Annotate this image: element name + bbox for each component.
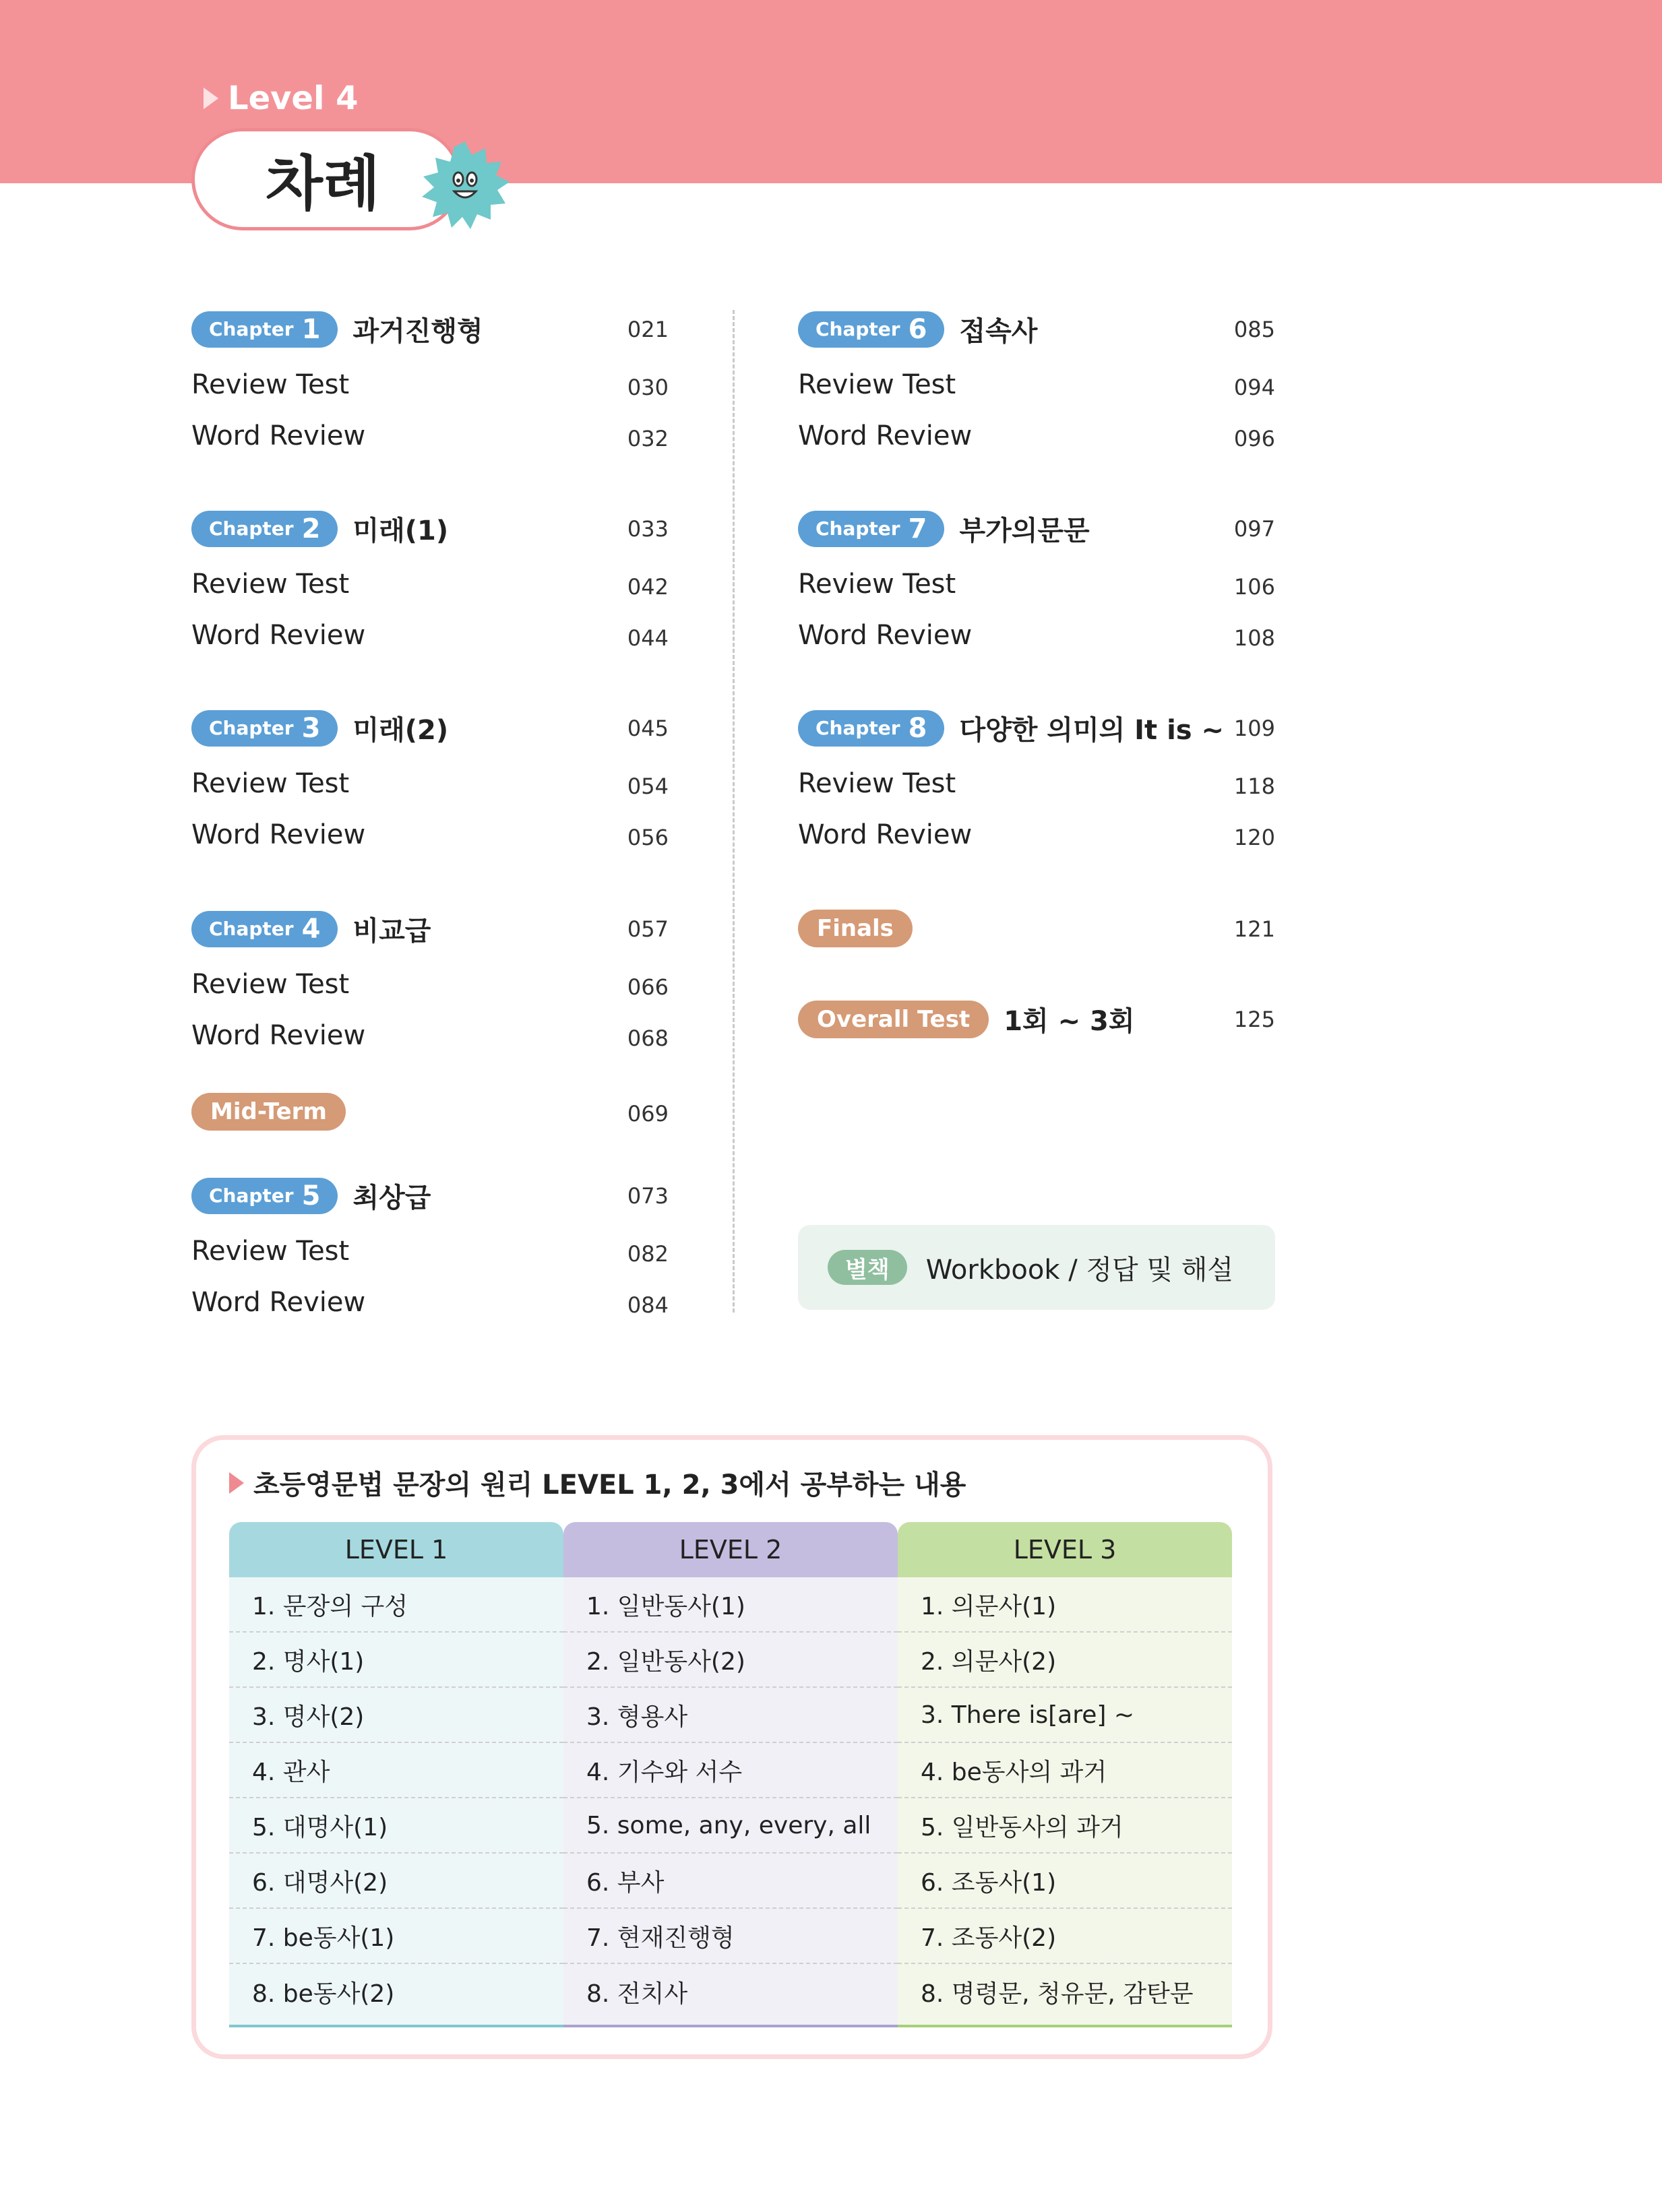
level-item: 5. 대명사(1) [229,1798,563,1854]
page-number: 057 [627,916,669,942]
page-number: 033 [627,516,669,542]
chapter-title: 미래(2) [352,715,449,746]
level-label-text: Level 4 [228,80,359,117]
overall-test-title: 1회 ~ 3회 [1004,1006,1135,1037]
toc-chapter-5[interactable] [191,1176,431,1215]
level-item: 6. 조동사(1) [898,1854,1232,1909]
finals-badge: Finals [798,910,913,947]
chapter-title: 최상급 [352,1182,431,1213]
toc-word-review[interactable]: Word Review [798,420,973,451]
page-number: 021 [627,317,669,342]
chapter-title: 과거진행형 [352,316,483,347]
chapter-word: Chapter [209,717,294,739]
level-item: 4. 기수와 서수 [563,1743,898,1798]
column-divider [733,310,735,1313]
page-title-text: 차례 [266,149,381,218]
chapter-number: 2 [301,513,321,544]
level-item: 7. 현재진행형 [563,1909,898,1964]
toc-word-review[interactable]: Word Review [798,620,973,651]
toc-overall-test[interactable] [798,1000,1135,1038]
page-number: 120 [1233,825,1275,850]
level-item: 2. 명사(1) [229,1633,563,1688]
toc-word-review[interactable]: Word Review [191,1020,366,1051]
chapter-number: 8 [908,712,927,744]
level-item: 8. 전치사 [586,1980,688,2008]
level-summary-title [229,1463,966,1502]
level-item: 1. 일반동사(1) [563,1577,898,1633]
level-1-column [229,1522,563,2027]
chapter-word: Chapter [815,517,900,540]
level-item: 2. 일반동사(2) [563,1633,898,1688]
page-number: 069 [627,1101,669,1127]
chapter-word: Chapter [815,318,900,340]
level-item: 5. 일반동사의 과거 [898,1798,1232,1854]
level-header: LEVEL 2 [563,1522,898,1577]
chapter-badge [191,311,338,348]
level-item: 7. be동사(1) [229,1909,563,1964]
chapter-word: Chapter [209,318,294,340]
toc-review-test[interactable]: Review Test [191,369,350,400]
toc-chapter-8[interactable] [798,709,1224,747]
level-item: 6. 부사 [563,1854,898,1909]
toc-review-test[interactable]: Review Test [798,569,956,600]
level-item: 1. 문장의 구성 [229,1577,563,1633]
workbook-badge: 별책 [828,1250,907,1285]
page-number: 085 [1233,317,1275,342]
chapter-number: 7 [908,513,927,544]
page-number: 032 [627,426,669,451]
level-3-column [898,1522,1232,2027]
page-number: 106 [1233,574,1275,600]
chapter-badge [191,1178,338,1214]
level-item: 4. 관사 [229,1743,563,1798]
level-items [563,1577,898,2027]
chapter-word: Chapter [815,717,900,739]
page-number: 045 [627,716,669,741]
page-number: 125 [1233,1007,1275,1032]
toc-review-test[interactable]: Review Test [191,569,350,600]
chapter-word: Chapter [209,918,294,940]
page-number: 056 [627,825,669,850]
chapter-badge [798,311,944,348]
level-header: LEVEL 1 [229,1522,563,1577]
chapter-title: 비교급 [352,916,431,947]
toc-midterm[interactable] [191,1093,346,1131]
level-item: 3. There is[are] ~ [898,1688,1232,1743]
level-item: 2. 의문사(2) [898,1633,1232,1688]
mascot-icon [417,137,514,234]
page-number: 068 [627,1025,669,1051]
toc-review-test[interactable]: Review Test [798,768,956,799]
chapter-word: Chapter [209,1184,294,1207]
toc-chapter-2[interactable] [191,509,448,548]
toc-chapter-1[interactable] [191,310,483,348]
chapter-title: 부가의문문 [959,515,1090,546]
toc-word-review[interactable]: Word Review [191,620,366,651]
level-items [898,1577,1232,2027]
chapter-badge [191,710,338,747]
chapter-number: 6 [908,313,927,345]
midterm-badge: Mid-Term [191,1093,346,1131]
workbook-note [798,1225,1275,1310]
level-2-column [563,1522,898,2027]
page-number: 084 [627,1292,669,1318]
level-item: 6. 대명사(2) [229,1854,563,1909]
level-item: 8. be동사(2) [252,1980,395,2008]
level-item: 8. 명령문, 청유문, 감탄문 [921,1980,1194,2008]
toc-chapter-6[interactable] [798,310,1037,348]
level-item: 1. 의문사(1) [898,1577,1232,1633]
toc-word-review[interactable]: Word Review [798,819,973,850]
level-item: 5. some, any, every, all [563,1798,898,1854]
page-number: 054 [627,773,669,799]
level-item: 7. 조동사(2) [898,1909,1232,1964]
triangle-icon [204,88,218,109]
chapter-badge [798,511,944,547]
toc-word-review[interactable]: Word Review [191,819,366,850]
page-number: 118 [1233,773,1275,799]
toc-chapter-3[interactable] [191,709,448,747]
page-number: 097 [1233,516,1275,542]
overall-test-badge: Overall Test [798,1001,989,1038]
toc-chapter-7[interactable] [798,509,1090,548]
toc-word-review[interactable]: Word Review [191,420,366,451]
page-number: 030 [627,375,669,400]
page-number: 108 [1233,625,1275,651]
chapter-number: 3 [301,712,321,744]
toc-review-test[interactable]: Review Test [191,1236,350,1267]
chapter-title: 접속사 [959,316,1038,347]
chapter-title: 미래(1) [352,515,449,546]
page-number: 044 [627,625,669,651]
level-item: 4. be동사의 과거 [898,1743,1232,1798]
page-number: 082 [627,1241,669,1267]
page-number: 096 [1233,426,1275,451]
chapter-number: 4 [301,913,321,945]
toc-chapter-4[interactable] [191,910,431,948]
level-item: 3. 형용사 [563,1688,898,1743]
toc-word-review[interactable]: Word Review [191,1287,366,1318]
level-item: 3. 명사(2) [229,1688,563,1743]
level-header: LEVEL 3 [898,1522,1232,1577]
toc-review-test[interactable]: Review Test [191,969,350,1000]
page-number: 073 [627,1183,669,1209]
level-label [204,80,359,117]
page-number: 121 [1233,916,1275,942]
page-number: 094 [1233,375,1275,400]
page-number: 109 [1233,716,1275,741]
level-items [229,1577,563,2027]
chapter-number: 1 [301,313,321,345]
page-number: 066 [627,974,669,1000]
workbook-text: Workbook / 정답 및 해설 [925,1254,1234,1286]
chapter-badge [798,710,944,747]
page-number: 042 [627,574,669,600]
chapter-title: 다양한 의미의 It is ~ [959,715,1225,746]
toc-review-test[interactable]: Review Test [798,369,956,400]
chapter-badge [191,511,338,547]
toc-finals[interactable] [798,910,913,947]
chapter-word: Chapter [209,517,294,540]
triangle-icon [229,1472,244,1494]
chapter-badge [191,911,338,947]
toc-review-test[interactable]: Review Test [191,768,350,799]
level-summary-title-text: 초등영문법 문장의 원리 LEVEL 1, 2, 3에서 공부하는 내용 [253,1470,966,1500]
chapter-number: 5 [301,1180,321,1211]
